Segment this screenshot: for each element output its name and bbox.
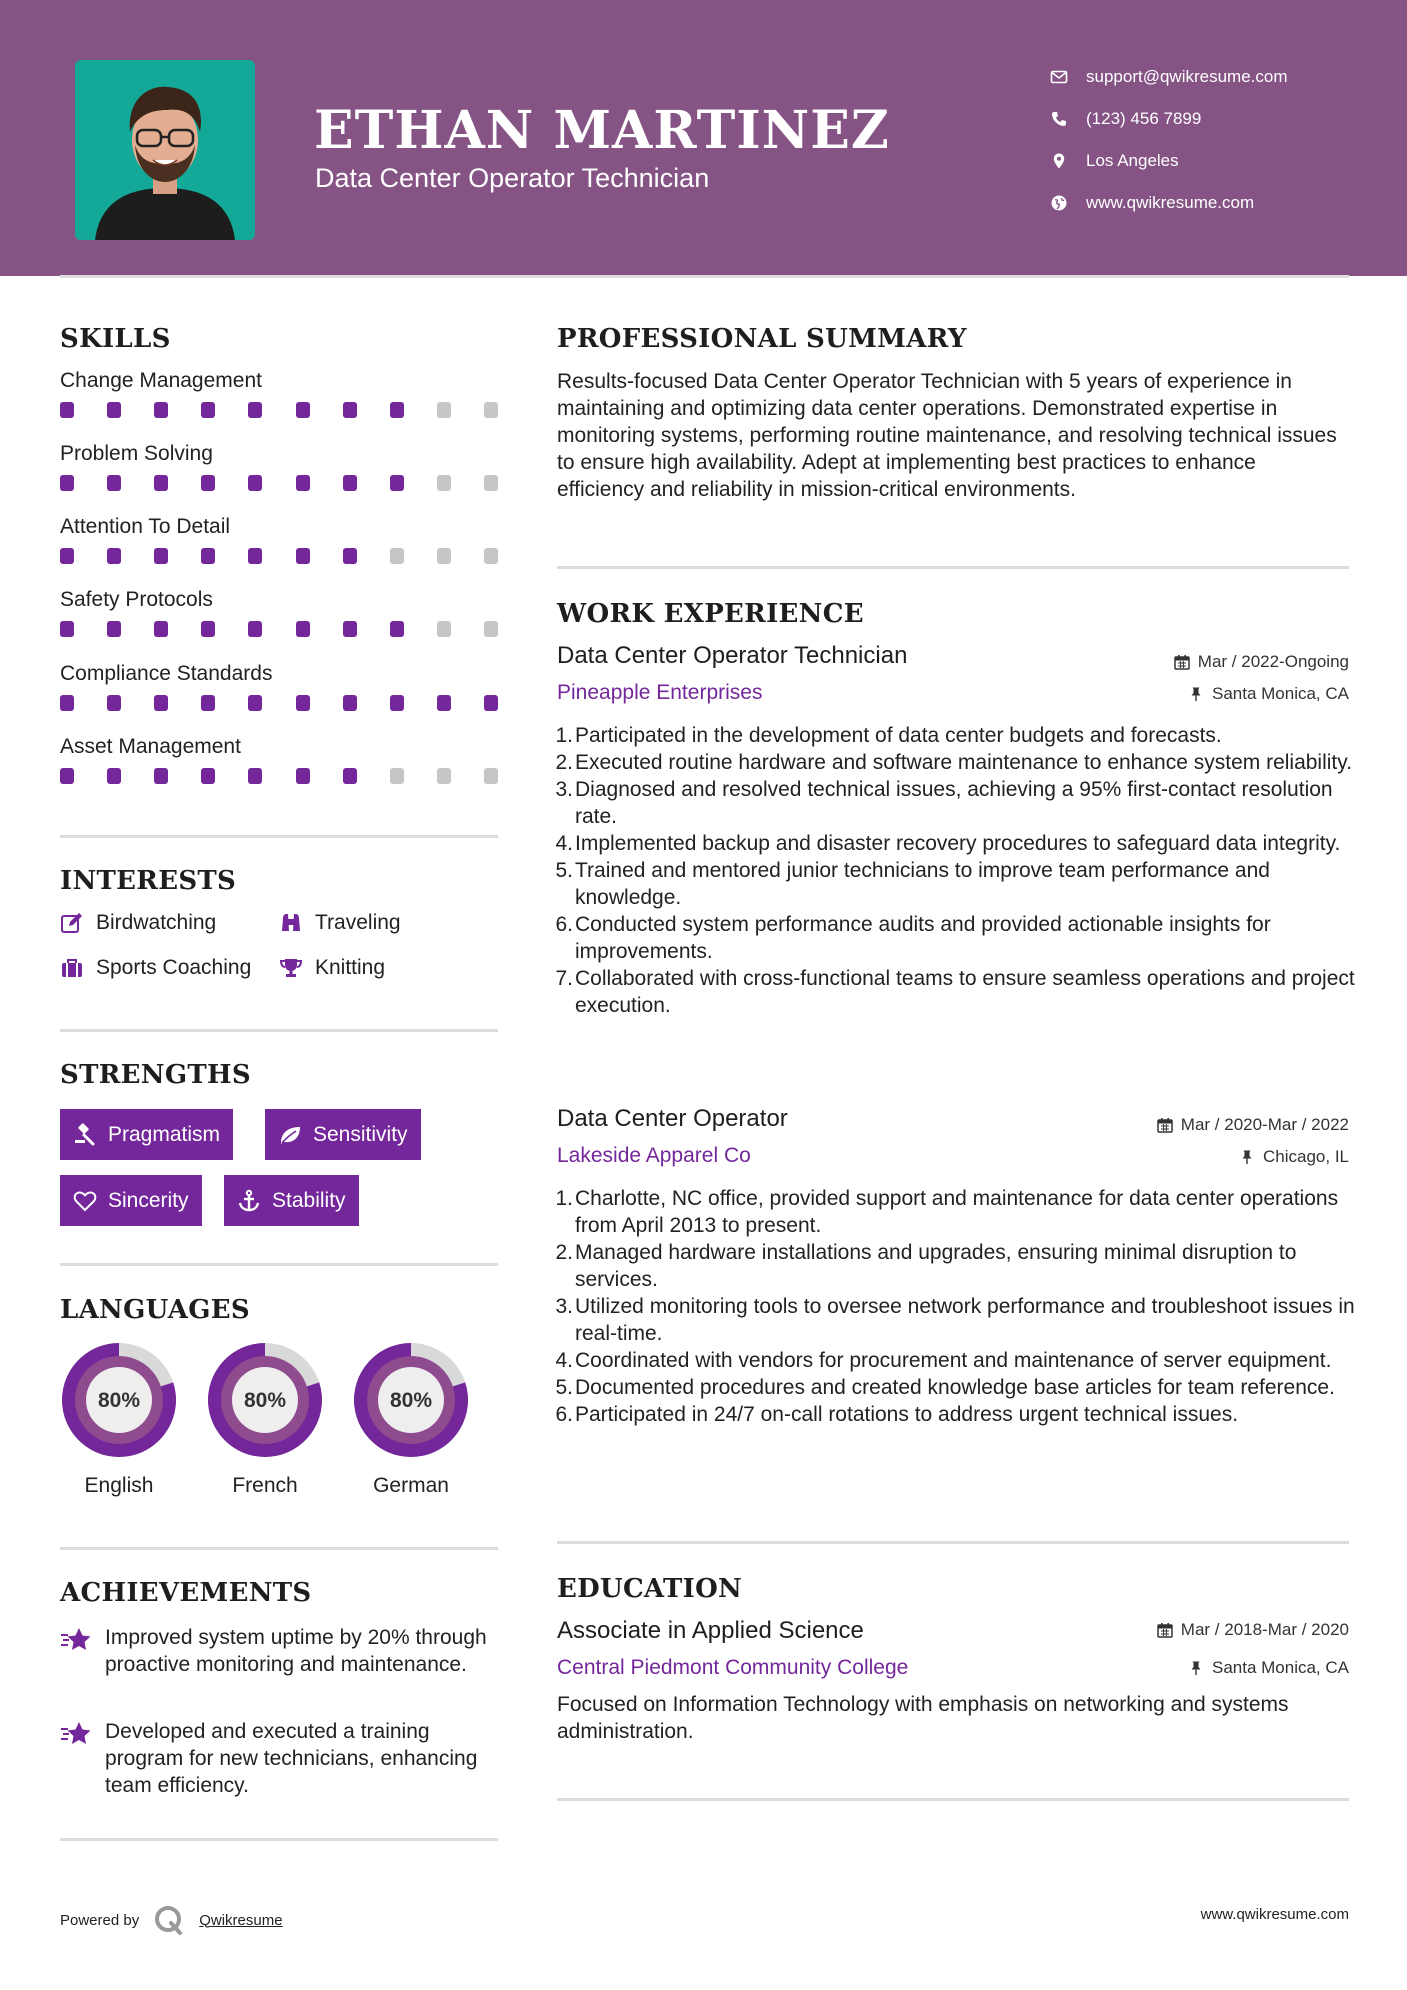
list-item: 6. Participated in 24/7 on-call rotations to address urgent technical issues. [555, 1403, 1239, 1426]
list-item: 5. Documented procedures and created knowledge base articles for team reference. [555, 1376, 1335, 1399]
skill-dot-filled [201, 402, 215, 418]
strengths-title: STRENGTHS [60, 1060, 251, 1090]
responsibility-text: Diagnosed and resolved technical issues, achieving a 95% first-contact resolution rate. [575, 778, 1333, 828]
skill-dot-filled [60, 768, 74, 784]
contact-location-text: Los Angeles [1086, 151, 1179, 170]
list-item: 7. Collaborated with cross-functional teams to ensure seamless operations and project execution. [555, 967, 1355, 1017]
skill-dot-filled [201, 548, 215, 564]
responsibility-text: Collaborated with cross-functional teams to ensure seamless operations and project execution. [575, 967, 1355, 1017]
skill-dot-empty [484, 475, 498, 491]
contact-email[interactable] [1050, 56, 1288, 98]
list-item: 3. Diagnosed and resolved technical issues, achieving a 95% first-contact resolution rate. [555, 778, 1333, 828]
skill-dot-empty [484, 768, 498, 784]
star-icon [60, 1626, 92, 1654]
candidate-role: Data Center Operator Technician [315, 163, 710, 193]
interest-birdwatching [60, 911, 216, 935]
skill-dot-filled [390, 621, 404, 637]
skill-name: Safety Protocols [60, 588, 213, 611]
language-percent: 80% [97, 1389, 141, 1412]
skill-dot-filled [60, 402, 74, 418]
skill-compliance-standards [60, 659, 500, 711]
interest-knitting [279, 956, 385, 980]
skill-dot-empty [437, 621, 451, 637]
skill-dot-filled [201, 475, 215, 491]
skill-dot-filled [107, 768, 121, 784]
skill-dot-empty [390, 768, 404, 784]
envelope-icon [1050, 68, 1068, 86]
interest-label: Knitting [315, 956, 386, 979]
languages-title: LANGUAGES [60, 1295, 250, 1325]
responsibility-text: Coordinated with vendors for procurement and maintenance of server equipment. [575, 1349, 1332, 1372]
skill-name: Attention To Detail [60, 515, 231, 538]
leaf-icon [278, 1123, 302, 1147]
job-location-text: Santa Monica, CA [1211, 684, 1349, 703]
education-location-text: Santa Monica, CA [1211, 1658, 1349, 1677]
skill-dot-filled [154, 621, 168, 637]
skill-dot-filled [154, 695, 168, 711]
language-name: English [84, 1474, 154, 1497]
skill-dot-filled [343, 768, 357, 784]
heart-icon [73, 1189, 97, 1213]
skill-dot-filled [248, 402, 262, 418]
interests-title: INTERESTS [60, 866, 237, 896]
job-title: Data Center Operator [557, 1105, 788, 1132]
skill-dot-empty [437, 402, 451, 418]
skill-dot-filled [390, 475, 404, 491]
skill-dot-filled [154, 548, 168, 564]
language-name: French [232, 1474, 298, 1497]
skill-dot-filled [154, 768, 168, 784]
skill-dot-filled [60, 695, 74, 711]
contact-phone[interactable] [1050, 98, 1288, 140]
section-divider [60, 835, 498, 838]
pushpin-icon [1239, 1149, 1255, 1165]
skill-dot-filled [107, 548, 121, 564]
achievement-text: Developed and executed a training program for new technicians, enhancing team efficiency. [105, 1720, 478, 1797]
strength-label: Stability [272, 1188, 346, 1212]
skill-dot-filled [60, 475, 74, 491]
responsibility-text: Conducted system performance audits and provided actionable insights for improvements. [575, 913, 1271, 963]
achievement-item [60, 1624, 500, 1678]
skill-dot-filled [154, 402, 168, 418]
interest-sports-coaching [60, 956, 251, 980]
summary-title: PROFESSIONAL SUMMARY [557, 324, 967, 354]
education-description: Focused on Information Technology with emphasis on networking and systems administration. [557, 1693, 1289, 1743]
skill-dot-filled [296, 621, 310, 637]
header-divider [60, 275, 1349, 278]
list-item: 3. Utilized monitoring tools to oversee network performance and troubleshoot issues in real-time. [555, 1295, 1355, 1345]
language-percent: 80% [243, 1389, 287, 1412]
education-title: EDUCATION [557, 1574, 743, 1604]
language-french [203, 1338, 327, 1498]
skill-rating [60, 768, 498, 784]
achievements-title: ACHIEVEMENTS [60, 1578, 312, 1608]
contact-list [1050, 56, 1288, 224]
list-item: 4. Coordinated with vendors for procurement and maintenance of server equipment. [555, 1349, 1332, 1372]
phone-icon [1050, 110, 1068, 128]
job-location [1188, 684, 1349, 704]
contact-website[interactable] [1050, 182, 1288, 224]
skill-name: Asset Management [60, 735, 241, 758]
skill-dot-filled [248, 621, 262, 637]
skill-dot-empty [484, 621, 498, 637]
strength-sensitivity [265, 1109, 421, 1160]
list-item: 4. Implemented backup and disaster recovery procedures to safeguard data integrity. [555, 832, 1341, 855]
job-dates-text: Mar / 2022-Ongoing [1197, 652, 1349, 671]
gavel-icon [73, 1123, 97, 1147]
map-pin-icon [1050, 152, 1068, 170]
interest-label: Sports Coaching [96, 956, 252, 979]
binoculars-icon [279, 911, 303, 935]
job-title: Data Center Operator Technician [557, 642, 908, 669]
summary-text: Results-focused Data Center Operator Technician with 5 years of experience in maintaining and optimizing data center operations. Demonstrated expertise in monitoring systems, performing routine maintenance, and resolving technical issues to ensure high availability. Adept at implementing best practices to enhance efficiency and reliability in mission-critical environments. [557, 370, 1337, 501]
skill-rating [60, 402, 498, 418]
skill-dot-filled [484, 695, 498, 711]
footer-powered-by [60, 1904, 283, 1936]
education-dates [1157, 1620, 1349, 1640]
responsibility-text: Utilized monitoring tools to oversee network performance and troubleshoot issues in real-time. [575, 1295, 1355, 1345]
pushpin-icon [1188, 1660, 1204, 1676]
responsibility-text: Managed hardware installations and upgrades, ensuring minimal disruption to services. [575, 1241, 1297, 1291]
calendar-icon [1174, 654, 1190, 670]
resume-header [0, 0, 1407, 276]
job-location-text: Chicago, IL [1263, 1147, 1349, 1166]
responsibility-text: Charlotte, NC office, provided support and maintenance for data center operations from April 2013 to present. [575, 1187, 1339, 1237]
language-german [349, 1338, 473, 1498]
skill-dot-filled [296, 402, 310, 418]
job-dates [1157, 1115, 1349, 1135]
skill-dot-filled [343, 695, 357, 711]
company-name: Pineapple Enterprises [557, 681, 763, 704]
star-icon [60, 1720, 92, 1748]
responsibility-text: Trained and mentored junior technicians to improve team performance and knowledge. [575, 859, 1270, 909]
responsibility-text: Participated in the development of data center budgets and forecasts. [575, 724, 1222, 747]
skill-dot-empty [437, 768, 451, 784]
language-name: German [373, 1474, 449, 1497]
education-location [1188, 1658, 1349, 1678]
anchor-icon [237, 1189, 261, 1213]
skill-dot-filled [343, 475, 357, 491]
skill-dot-filled [107, 621, 121, 637]
skill-dot-filled [437, 695, 451, 711]
skill-dot-filled [296, 768, 310, 784]
skill-dot-filled [343, 621, 357, 637]
skill-dot-filled [343, 402, 357, 418]
skill-asset-management [60, 732, 500, 784]
skill-dot-filled [60, 548, 74, 564]
language-percent: 80% [389, 1389, 433, 1412]
language-gauge [203, 1338, 327, 1462]
profile-photo [75, 60, 255, 240]
skill-safety-protocols [60, 585, 500, 637]
calendar-icon [1157, 1622, 1173, 1638]
skill-dot-filled [390, 695, 404, 711]
strength-pragmatism [60, 1109, 233, 1160]
job-location [1239, 1147, 1349, 1167]
skill-rating [60, 621, 498, 637]
pushpin-icon [1188, 686, 1204, 702]
experience-title: WORK EXPERIENCE [557, 599, 864, 629]
company-name: Lakeside Apparel Co [557, 1144, 751, 1167]
skill-dot-filled [154, 475, 168, 491]
section-divider [60, 1547, 498, 1550]
job-dates-text: Mar / 2020-Mar / 2022 [1180, 1115, 1349, 1134]
education-dates-text: Mar / 2018-Mar / 2020 [1180, 1620, 1349, 1639]
skill-change-management [60, 366, 500, 418]
footer-website[interactable]: www.qwikresume.com [1200, 1906, 1349, 1923]
skill-dot-filled [201, 768, 215, 784]
globe-icon [1050, 194, 1068, 212]
responsibility-text: Participated in 24/7 on-call rotations to address urgent technical issues. [575, 1403, 1239, 1426]
contact-phone-text: (123) 456 7899 [1086, 109, 1202, 128]
skill-dot-empty [437, 475, 451, 491]
contact-website-text: www.qwikresume.com [1086, 193, 1255, 212]
skill-dot-filled [107, 402, 121, 418]
skill-rating [60, 475, 498, 491]
list-item: 5. Trained and mentored junior technicians to improve team performance and knowledge. [555, 859, 1270, 909]
skill-name: Problem Solving [60, 442, 213, 465]
interest-traveling [279, 911, 401, 935]
language-gauge [349, 1338, 473, 1462]
skill-dot-empty [484, 402, 498, 418]
trophy-icon [279, 956, 303, 980]
degree-title: Associate in Applied Science [557, 1617, 864, 1644]
section-divider [557, 1798, 1349, 1801]
skill-dot-filled [248, 695, 262, 711]
strength-label: Sensitivity [313, 1122, 408, 1146]
qwikresume-link[interactable]: Qwikresume [199, 1911, 283, 1929]
responsibility-text: Implemented backup and disaster recovery procedures to safeguard data integrity. [575, 832, 1341, 855]
list-item: 1. Participated in the development of data center budgets and forecasts. [555, 724, 1222, 747]
strength-label: Sincerity [108, 1188, 189, 1212]
skill-dot-filled [107, 695, 121, 711]
strength-stability [224, 1175, 359, 1226]
skill-rating [60, 548, 498, 564]
list-item: 2. Executed routine hardware and software maintenance to enhance system reliability. [555, 751, 1353, 774]
list-item: 6. Conducted system performance audits and provided actionable insights for improvements. [555, 913, 1271, 963]
list-item: 2. Managed hardware installations and upgrades, ensuring minimal disruption to services. [555, 1241, 1297, 1291]
section-divider [60, 1838, 498, 1841]
pencil-square-icon [60, 911, 84, 935]
skill-dot-filled [107, 475, 121, 491]
skill-dot-filled [201, 621, 215, 637]
section-divider [557, 566, 1349, 569]
skill-problem-solving [60, 439, 500, 491]
skill-dot-empty [484, 548, 498, 564]
skill-dot-empty [390, 548, 404, 564]
responsibility-text: Documented procedures and created knowledge base articles for team reference. [575, 1376, 1335, 1399]
section-divider [60, 1263, 498, 1266]
qwikresume-logo-icon [153, 1904, 185, 1936]
skills-title: SKILLS [60, 324, 171, 354]
skill-dot-filled [296, 695, 310, 711]
skill-dot-filled [390, 402, 404, 418]
language-gauge [57, 1338, 181, 1462]
job-dates [1174, 652, 1349, 672]
strength-label: Pragmatism [108, 1122, 221, 1146]
candidate-name: ETHAN MARTINEZ [314, 100, 890, 161]
skill-dot-filled [201, 695, 215, 711]
skill-rating [60, 695, 498, 711]
interest-label: Traveling [315, 911, 401, 934]
calendar-icon [1157, 1117, 1173, 1133]
responsibility-text: Executed routine hardware and software maintenance to enhance system reliability. [575, 751, 1353, 774]
contact-location [1050, 140, 1288, 182]
skill-dot-filled [248, 548, 262, 564]
briefcase-icon [60, 956, 84, 980]
language-english [57, 1338, 181, 1498]
strength-sincerity [60, 1175, 202, 1226]
powered-by-text: Powered by [60, 1911, 140, 1929]
section-divider [60, 1029, 498, 1032]
skill-dot-filled [343, 548, 357, 564]
skill-name: Compliance Standards [60, 662, 273, 685]
skill-attention-to-detail [60, 512, 500, 564]
contact-email-text: support@qwikresume.com [1086, 67, 1288, 86]
skill-dot-filled [60, 621, 74, 637]
skill-dot-empty [437, 548, 451, 564]
school-name: Central Piedmont Community College [557, 1656, 909, 1679]
interest-label: Birdwatching [96, 911, 217, 934]
job-responsibilities [557, 722, 1357, 1019]
skill-name: Change Management [60, 369, 262, 392]
section-divider [557, 1541, 1349, 1544]
skill-dot-filled [296, 548, 310, 564]
job-responsibilities [557, 1185, 1357, 1428]
achievement-item [60, 1718, 500, 1799]
list-item: 1. Charlotte, NC office, provided support and maintenance for data center operations from April 2013 to present. [555, 1187, 1339, 1237]
skill-dot-filled [248, 768, 262, 784]
skill-dot-filled [248, 475, 262, 491]
skill-dot-filled [296, 475, 310, 491]
achievement-text: Improved system uptime by 20% through proactive monitoring and maintenance. [105, 1626, 487, 1676]
